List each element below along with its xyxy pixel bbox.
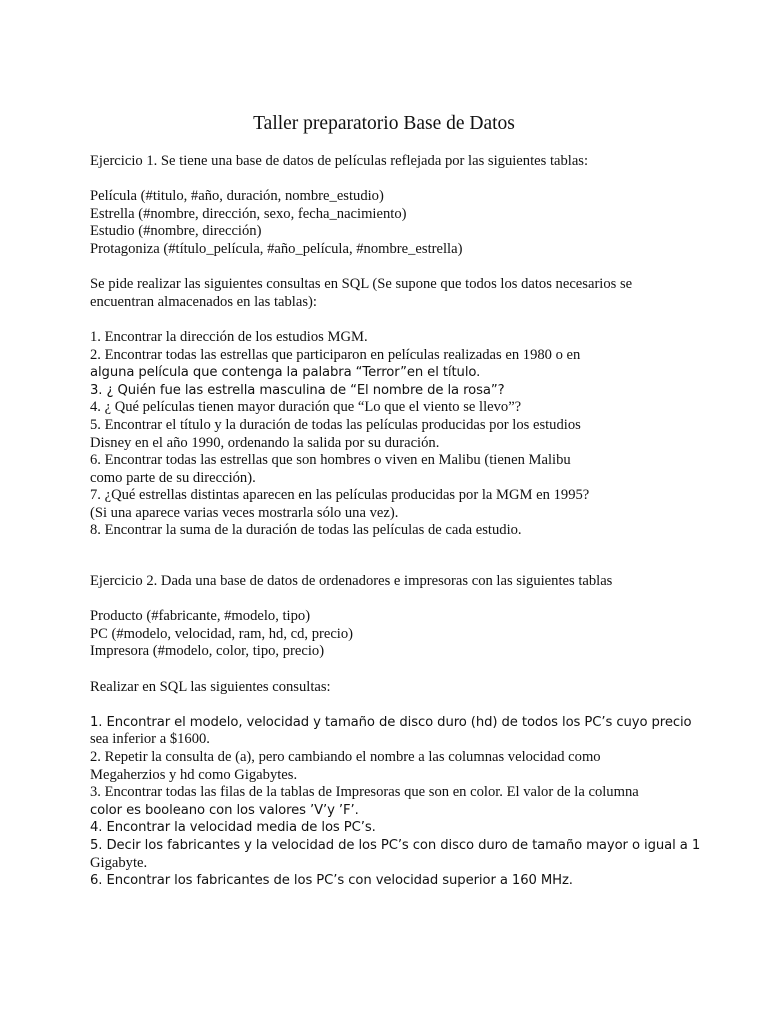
exercise-2-intro: Ejercicio 2. Dada una base de datos de ordenadores e impresoras con las siguientes tablas xyxy=(90,573,613,590)
table-estudio: Estudio (#nombre, dirección) xyxy=(90,223,262,240)
section-spacer xyxy=(90,540,678,573)
item-text: 5. Decir los fabricantes y la velocidad de los PC’s con disco duro de tamaño mayor o igual a 1 xyxy=(90,837,701,853)
list-item xyxy=(90,522,678,540)
item-text-continued: color es booleano con los valores ’V’y ’F’. xyxy=(90,802,359,818)
list-item xyxy=(90,837,701,872)
list-item xyxy=(90,329,678,347)
list-item xyxy=(90,784,678,819)
instructions-line-2: encuentran almacenados en las tablas): xyxy=(90,293,317,310)
item-text-continued: Megaherzios y hd como Gigabytes. xyxy=(90,766,298,783)
table-impresora: Impresora (#modelo, color, tipo, precio) xyxy=(90,643,325,660)
item-text: 3. Encontrar todas las filas de la tablas de Impresoras que son en color. El valor de la columna xyxy=(90,784,639,801)
item-text-continued: (Si una aparece varias veces mostrarla sólo una vez). xyxy=(90,504,399,521)
item-text: 2. Repetir la consulta de (a), pero cambiando el nombre a las columnas velocidad como xyxy=(90,749,601,765)
item-text: 4. ¿ Qué películas tienen mayor duración que “Lo que el viento se llevo”? xyxy=(90,399,522,416)
item-text-continued: sea inferior a $1600. xyxy=(90,731,210,748)
item-text: 8. Encontrar la suma de la duración de todas las películas de cada estudio. xyxy=(90,522,522,539)
list-item xyxy=(90,347,678,382)
item-text: 6. Encontrar los fabricantes de los PC’s con velocidad superior a 160 MHz. xyxy=(90,873,573,889)
list-item xyxy=(90,714,692,749)
document-title: Taller preparatorio Base de Datos xyxy=(253,113,515,134)
item-text: 4. Encontrar la velocidad media de los PC’s. xyxy=(90,820,376,836)
document-page xyxy=(90,112,701,890)
table-pc: PC (#modelo, velocidad, ram, hd, cd, precio) xyxy=(90,625,354,642)
exercise-1-list xyxy=(90,329,678,540)
item-text-continued: alguna película que contenga la palabra “Terror”en el título. xyxy=(90,365,481,381)
item-text-continued: Gigabyte. xyxy=(90,854,148,871)
list-item xyxy=(90,819,678,837)
item-text: 7. ¿Qué estrellas distintas aparecen en las películas producidas por la MGM en 1995? xyxy=(90,487,590,504)
item-text-continued: Disney en el año 1990, ordenando la salida por su duración. xyxy=(90,434,440,451)
list-item xyxy=(90,417,678,452)
exercise-1-intro: Ejercicio 1. Se tiene una base de datos de películas reflejada por las siguientes tablas: xyxy=(90,153,589,169)
list-item xyxy=(90,382,678,400)
list-item xyxy=(90,749,678,784)
table-protagoniza: Protagoniza (#título_película, #año_película, #nombre_estrella) xyxy=(90,240,463,257)
item-text: 1. Encontrar la dirección de los estudios MGM. xyxy=(90,328,368,345)
exercise-2-instructions: Realizar en SQL las siguientes consultas: xyxy=(90,678,331,695)
instructions-line-1: Se pide realizar las siguientes consultas en SQL (Se supone que todos los datos necesarios se xyxy=(90,276,633,293)
table-estrella: Estrella (#nombre, dirección, sexo, fecha_nacimiento) xyxy=(90,205,407,222)
list-item xyxy=(90,487,678,522)
table-producto: Producto (#fabricante, #modelo, tipo) xyxy=(90,608,311,625)
list-item xyxy=(90,872,678,890)
list-item xyxy=(90,452,678,487)
exercise-2-list xyxy=(90,714,701,890)
item-text-continued: como parte de su dirección). xyxy=(90,469,256,486)
item-text: 5. Encontrar el título y la duración de todas las películas producidas por los estudios xyxy=(90,416,581,433)
item-text: 6. Encontrar todas las estrellas que son hombres o viven en Malibu (tienen Malibu xyxy=(90,452,571,469)
item-text: 2. Encontrar todas las estrellas que participaron en películas realizadas en 1980 o en xyxy=(90,346,581,363)
item-text: 1. Encontrar el modelo, velocidad y tamaño de disco duro (hd) de todos los PC’s cuyo precio xyxy=(90,714,692,730)
item-text: 3. ¿ Quién fue las estrella masculina de “El nombre de la rosa”? xyxy=(90,382,505,398)
exercise-2-tables xyxy=(90,608,678,661)
table-pelicula: Película (#titulo, #año, duración, nombre_estudio) xyxy=(90,188,384,205)
list-item xyxy=(90,399,678,417)
exercise-1-instructions xyxy=(90,276,678,311)
exercise-1-tables xyxy=(90,188,678,258)
